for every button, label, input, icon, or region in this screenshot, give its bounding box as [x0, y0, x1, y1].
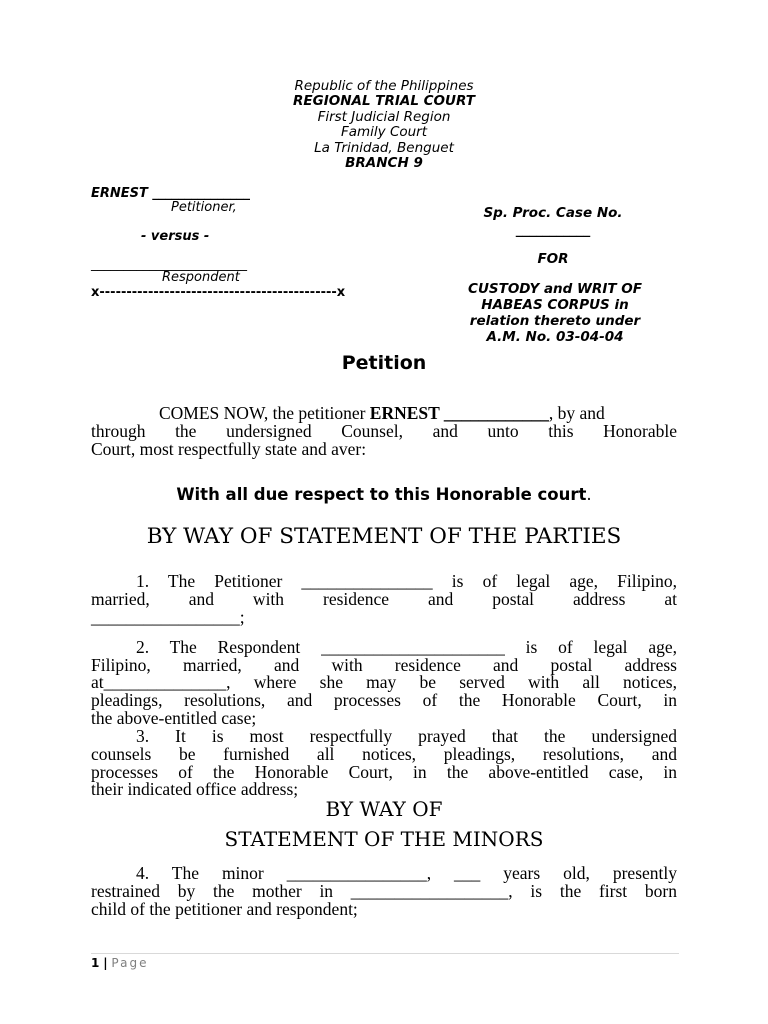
case-nature: [440, 281, 670, 345]
page-footer: [91, 956, 148, 970]
para2-line-4: pleadings, resolutions, and processes of the Honorable Court, in: [91, 690, 677, 710]
document-title: Petition: [341, 352, 427, 374]
intro-line-2: through the undersigned Counsel, and unto this Honorable: [91, 421, 677, 441]
case-nature-line-2: HABEAS CORPUS in: [481, 297, 629, 313]
respect-period: .: [586, 485, 592, 504]
intro-text: COMES NOW, the petitioner: [159, 403, 366, 423]
section-heading-by-way-of: BY WAY OF: [325, 797, 443, 821]
para3-line-3: processes of the Honorable Court, in the above-entitled case, in: [91, 762, 677, 782]
header-family-court: Family Court: [340, 124, 428, 140]
case-number-blank: ___________: [515, 222, 591, 238]
header-region: First Judicial Region: [317, 109, 451, 125]
section-heading-minors: STATEMENT OF THE MINORS: [224, 827, 544, 851]
section-heading-parties: BY WAY OF STATEMENT OF THE PARTIES: [146, 524, 622, 549]
header-location: La Trinidad, Benguet: [314, 140, 454, 156]
para2-line-5: the above-entitled case;: [91, 708, 257, 728]
header-country: Republic of the Philippines: [294, 78, 474, 94]
intro-tail: , by and: [548, 403, 605, 423]
respondent-line: ________________________: [91, 257, 247, 272]
para1-line-2: married, and with residence and postal address at: [91, 589, 677, 609]
header-court: REGIONAL TRIAL COURT: [293, 93, 475, 109]
para3-line-1: 3. It is most respectfully prayed that the undersigned: [136, 726, 677, 746]
header-branch: BRANCH 9: [345, 155, 423, 171]
versus-label: - versus -: [141, 229, 210, 244]
page-label: Page: [111, 956, 149, 970]
para4-line-2: restrained by the mother in __________________, is the first born: [91, 881, 677, 901]
para2-line-1: 2. The Respondent _____________________ is of legal age,: [136, 637, 677, 657]
para2-line-3: at______________, where she may be served with all notices,: [91, 672, 677, 692]
case-nature-line-4: A.M. No. 03-04-04: [486, 329, 624, 345]
page-number: 1: [91, 956, 100, 970]
case-nature-line-1: CUSTODY and WRIT OF: [468, 281, 642, 297]
petitioner-name: ERNEST _______________: [91, 186, 250, 201]
para4-line-3: child of the petitioner and respondent;: [91, 899, 358, 919]
for-label: FOR: [537, 251, 569, 267]
para3-line-2: counsels be furnished all notices, pleadings, resolutions, and: [91, 744, 677, 764]
intro-line-1: [91, 404, 677, 422]
intro-line-3: Court, most respectfully state and aver:: [91, 439, 367, 459]
footer-rule: [91, 953, 679, 954]
case-nature-line-3: relation thereto under: [469, 313, 641, 329]
caption-divider: x--------------------------------------------x: [91, 285, 346, 300]
petitioner-label: Petitioner,: [171, 200, 237, 215]
respondent-label: Respondent: [162, 270, 240, 285]
para1-line-1: 1. The Petitioner _______________ is of legal age, Filipino,: [136, 571, 677, 591]
para1-line-3: _________________;: [91, 607, 245, 627]
case-number-label: Sp. Proc. Case No.: [483, 205, 623, 221]
respect-line: [0, 485, 768, 504]
page-separator: |: [103, 956, 108, 970]
para2-line-2: Filipino, married, and with residence and postal address: [91, 655, 677, 675]
para4-line-1: 4. The minor ________________, ___ years old, presently: [136, 863, 677, 883]
respect-text: With all due respect to this Honorable court: [176, 485, 587, 504]
para3-line-4: their indicated office address;: [91, 779, 299, 799]
intro-petitioner-name: ERNEST ____________: [369, 403, 549, 423]
